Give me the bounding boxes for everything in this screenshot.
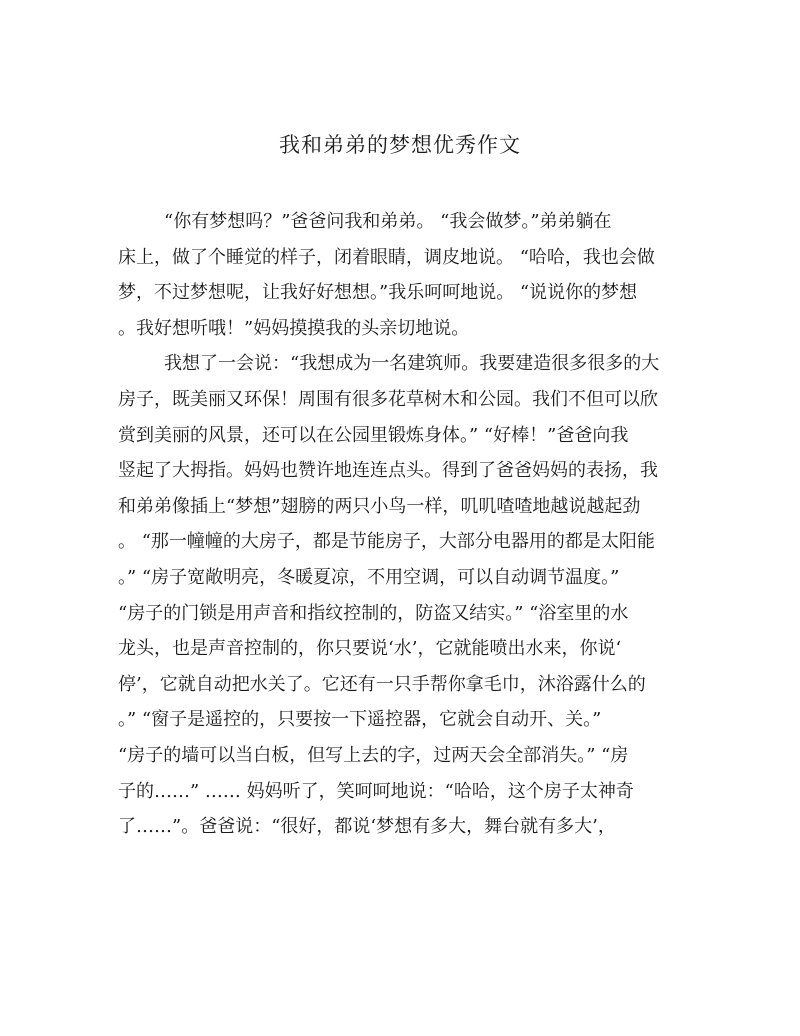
text-line: 我想了一会说：“我想成为一名建筑师。我要建造很多很多的大 — [164, 353, 660, 375]
text-line: 梦，不过梦想呢，让我好好想想。”我乐呵呵地说。 “说说你的梦想 — [118, 282, 638, 304]
text-line: 。 “那一幢幢的大房子，都是节能房子，大部分电器用的都是太阳能 — [118, 531, 655, 553]
text-line: 。我好想听哦！”妈妈摸摸我的头亲切地说。 — [118, 317, 470, 339]
text-line: 了……”。爸爸说：“很好，都说‘梦想有多大，舞台就有多大’， — [118, 816, 616, 838]
text-line: “你有梦想吗？”爸爸问我和弟弟。 “我会做梦。”弟弟躺在 — [164, 211, 612, 232]
text-line: 和弟弟像插上“梦想”翅膀的两只小鸟一样，叽叽喳喳地越说越起劲 — [118, 495, 641, 517]
text-line: “房子的墙可以当白板，但写上去的字，过两天会全部消失。” “房 — [118, 744, 629, 766]
text-line: 。” “房子宽敞明亮，冬暖夏凉，不用空调，可以自动调节温度。” — [118, 566, 620, 588]
text-line: 床上，做了个睡觉的样子，闭着眼睛，调皮地说。 “哈哈，我也会做 — [118, 246, 655, 268]
text-line: 停’，它就自动把水关了。它还有一只手帮你拿毛巾，沐浴露什么的 — [118, 673, 646, 695]
text-line: 竖起了大拇指。妈妈也赞许地连连点头。得到了爸爸妈妈的表扬，我 — [118, 460, 658, 482]
text-line: 子的……” …… 妈妈听了，笑呵呵地说：“哈哈，这个房子太神奇 — [118, 780, 634, 802]
document-body — [118, 204, 688, 845]
text-line: 。” “窗子是遥控的，只要按一下遥控器，它就会自动开、关。” — [118, 709, 602, 731]
text-line: 赏到美丽的风景，还可以在公园里锻炼身体。” “好棒！”爸爸向我 — [118, 424, 629, 446]
text-line: 房子，既美丽又环保！周围有很多花草树木和公园。我们不但可以欣 — [118, 388, 658, 410]
document-title: 我和弟弟的梦想优秀作文 — [279, 133, 521, 157]
text-line: “房子的门锁是用声音和指纹控制的，防盗又结实。” “浴室里的水 — [118, 602, 629, 624]
text-line: 龙头，也是声音控制的，你只要说‘水’，它就能喷出水来，你说‘ — [118, 638, 622, 660]
